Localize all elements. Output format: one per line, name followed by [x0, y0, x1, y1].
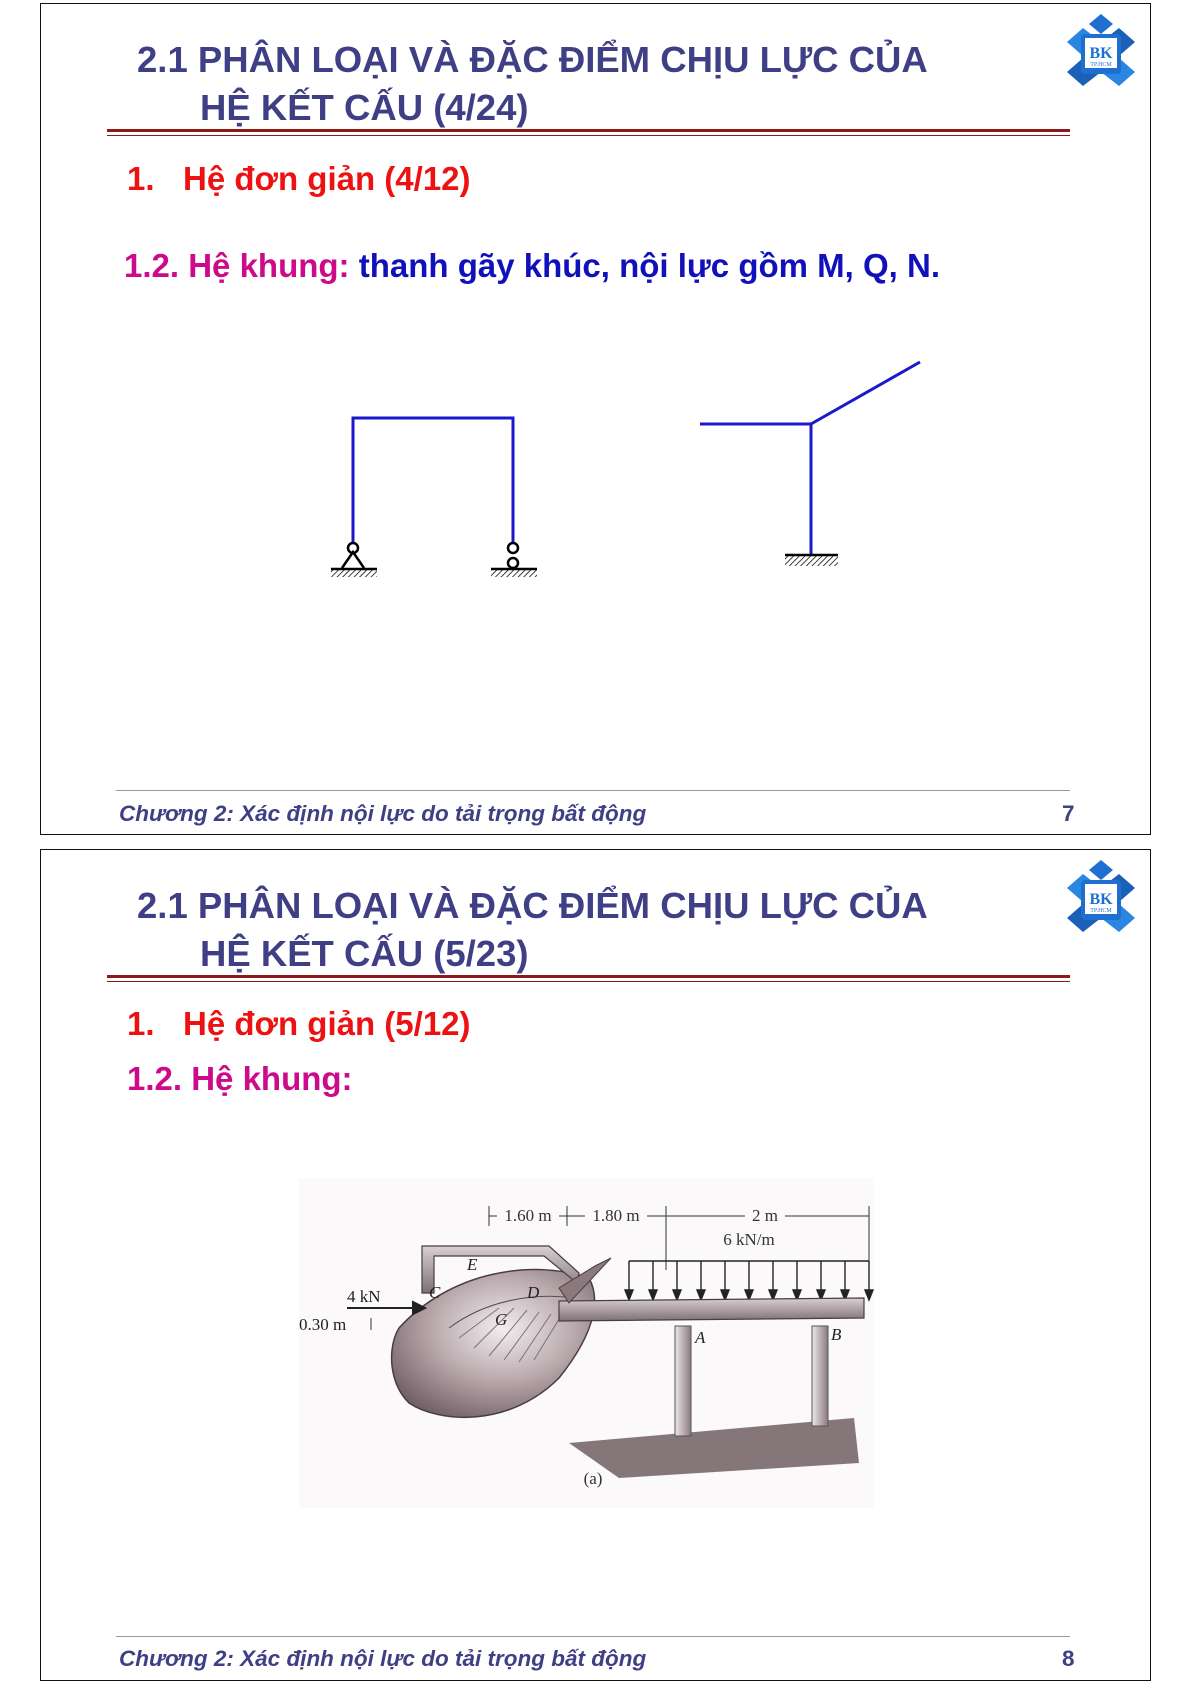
slide-8: [40, 849, 1151, 1681]
svg-text:4 kN: 4 kN: [347, 1287, 381, 1306]
svg-text:C: C: [429, 1283, 441, 1302]
svg-text:E: E: [467, 1255, 478, 1274]
portal-frame: [331, 418, 537, 577]
heading-number: 1.: [127, 1005, 155, 1042]
svg-text:6 kN/m: 6 kN/m: [723, 1230, 775, 1249]
pin-support-icon: [331, 543, 377, 577]
section-heading: [127, 160, 471, 198]
boat-lift-figure: [299, 1178, 874, 1508]
figure-caption: (a): [583, 1469, 603, 1488]
subsection-heading: [127, 1060, 353, 1098]
title-line-2: HỆ KẾT CẤU (5/23): [200, 933, 529, 974]
slide-title: [137, 36, 1017, 132]
svg-text:TP.HCM: TP.HCM: [1090, 62, 1112, 68]
footer-rule: [116, 1636, 1070, 1637]
title-line-1: 2.1 PHÂN LOẠI VÀ ĐẶC ĐIỂM CHỊU LỰC CỦA: [137, 885, 928, 926]
slide-title: [137, 882, 1017, 978]
roller-support-icon: [491, 543, 537, 577]
page-number: 8: [1062, 1646, 1075, 1671]
svg-text:G: G: [495, 1310, 508, 1329]
subsection-heading: [124, 247, 940, 285]
subheading-label: 1.2. Hệ khung:: [127, 1060, 353, 1097]
slide-7: [40, 3, 1151, 835]
svg-text:0.30 m: 0.30 m: [299, 1315, 347, 1334]
title-rule: [107, 129, 1070, 132]
svg-text:1.80 m: 1.80 m: [592, 1206, 640, 1225]
heading-number: 1.: [127, 160, 155, 197]
svg-text:A: A: [695, 1328, 706, 1347]
fixed-support-icon: [785, 555, 838, 566]
subheading-description: thanh gãy khúc, nội lực gồm M, Q, N.: [349, 247, 940, 284]
main-beam: [559, 1298, 864, 1321]
svg-text:TP.HCM: TP.HCM: [1090, 908, 1112, 914]
svg-text:2 m: 2 m: [752, 1206, 778, 1225]
subheading-label: 1.2. Hệ khung:: [124, 247, 350, 284]
bk-logo-icon: [1063, 858, 1139, 934]
svg-text:B: B: [831, 1325, 842, 1344]
title-line-1: 2.1 PHÂN LOẠI VÀ ĐẶC ĐIỂM CHỊU LỰC CỦA: [137, 39, 928, 80]
heading-text: Hệ đơn giản (5/12): [183, 1005, 471, 1042]
title-rule-thin: [107, 981, 1070, 982]
title-rule-thin: [107, 135, 1070, 136]
title-rule: [107, 975, 1070, 978]
fixed-frame: [700, 362, 920, 566]
section-heading: [127, 1005, 471, 1043]
svg-text:BK: BK: [1089, 891, 1113, 908]
footer-chapter: Chương 2: Xác định nội lực do tải trọng bất động: [119, 801, 647, 826]
column-b: [812, 1326, 828, 1426]
footer-rule: [116, 790, 1070, 791]
heading-text: Hệ đơn giản (4/12): [183, 160, 471, 197]
title-line-2: HỆ KẾT CẤU (4/24): [200, 87, 529, 128]
svg-text:D: D: [527, 1283, 540, 1302]
page-number: 7: [1062, 801, 1075, 826]
bk-logo-icon: [1063, 12, 1139, 88]
svg-text:BK: BK: [1089, 45, 1113, 62]
column-a: [675, 1326, 691, 1436]
svg-text:1.60 m: 1.60 m: [504, 1206, 552, 1225]
frame-diagrams: [281, 344, 921, 594]
footer-chapter: Chương 2: Xác định nội lực do tải trọng bất động: [119, 1646, 647, 1671]
